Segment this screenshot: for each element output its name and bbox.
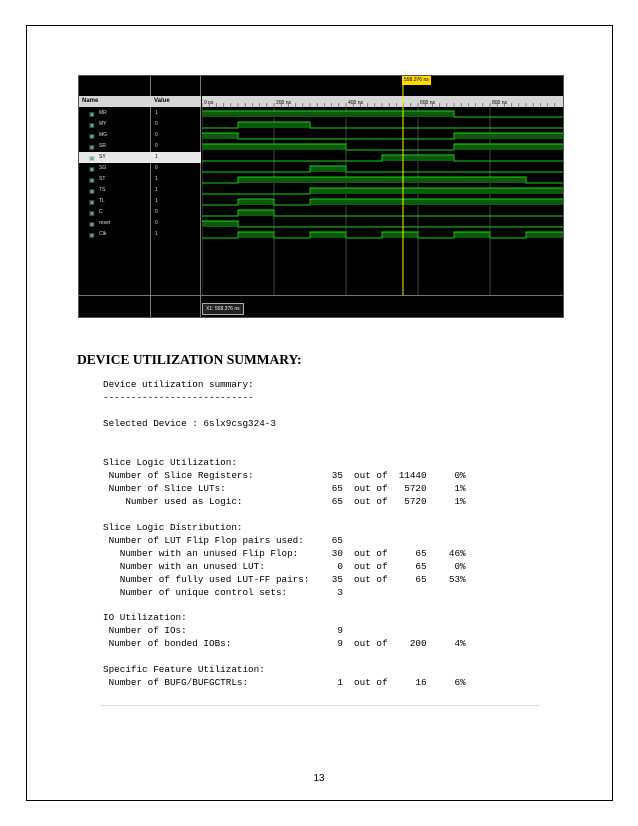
signal-row[interactable] [79,130,201,141]
time-tick-label: 600 ns [420,100,436,106]
signal-name: C [99,209,103,215]
time-ruler [202,96,564,107]
report-line: Number of bonded IOBs: 9 out of 200 4% [103,638,466,650]
value-column-header[interactable]: Value [151,96,201,107]
signal-high-fill [238,122,310,128]
signal-high-fill [202,133,238,139]
signal-high-fill [238,232,274,238]
signal-name: SY [99,154,106,160]
signal-row[interactable] [79,174,201,185]
report-line: Number of LUT Flip Flop pairs used: 65 [103,534,343,546]
signal-icon: ▣ [89,156,95,162]
signal-high-fill [310,232,346,238]
report-bottom-rule [100,705,540,706]
signal-row[interactable] [79,119,201,130]
signal-value: 1 [155,176,158,182]
signal-value: 1 [155,110,158,116]
signal-icon: ▣ [89,211,95,217]
cursor-time-badge[interactable]: 558.376 ns [404,77,429,83]
report-line: Number with an unused LUT: 0 out of 65 0% [103,560,466,572]
signal-high-fill [202,144,346,150]
signal-name: SG [99,165,107,171]
report-line: Selected Device : 6slx9csg324-3 [103,417,276,429]
time-tick-label: 200 ns [276,100,292,106]
signal-row[interactable] [79,163,201,174]
signal-name: MG [99,132,108,138]
signal-row[interactable] [79,141,201,152]
signal-row[interactable] [79,152,201,163]
signal-value: 1 [155,198,158,204]
cursor-readout: X1: 558.376 ns [202,303,244,315]
utilization-report [100,374,540,706]
signal-high-fill [202,111,310,117]
signal-icon: ▣ [89,189,95,195]
signal-high-fill [310,166,346,172]
signal-value: 0 [155,209,158,215]
signal-name: ST [99,176,106,182]
signal-high-fill [310,199,564,205]
report-line: Number of IOs: 9 [103,625,343,637]
report-line: IO Utilization: [103,612,187,624]
signal-name: reset [99,220,111,226]
signal-icon: ▣ [89,112,95,118]
signal-value: 1 [155,231,158,237]
signal-icon: ▣ [89,167,95,173]
signal-name: MR [99,110,107,116]
report-line: Number of Slice Registers: 35 out of 11440 0% [103,469,466,481]
signal-icon: ▣ [89,145,95,151]
report-line: Number of unique control sets: 3 [103,586,343,598]
signal-value: 0 [155,143,158,149]
signal-icon: ▣ [89,134,95,140]
signal-high-fill [310,188,564,194]
signal-high-fill [454,232,490,238]
signal-high-fill [454,144,564,150]
report-line: Device utilization summary: [103,379,254,390]
report-line: Number of fully used LUT-FF pairs: 35 out of 65 53% [103,573,466,585]
signal-high-fill [310,111,454,117]
page-number: 13 [313,773,325,784]
waveform-footer [79,295,563,296]
signal-icon: ▣ [89,123,95,129]
signal-value: 1 [155,187,158,193]
signal-high-fill [382,155,454,161]
signal-name: TL [99,198,105,204]
report-line: Slice Logic Utilization: [103,456,237,468]
signal-row[interactable] [79,185,201,196]
report-line: Number of BUFG/BUFGCTRLs: 1 out of 16 6% [103,677,466,689]
signal-value: 0 [155,132,158,138]
signal-high-fill [238,210,274,216]
signal-high-fill [238,177,526,183]
waveform-viewer [78,75,564,318]
report-line: Number of Slice LUTs: 65 out of 5720 1% [103,482,466,494]
signal-row[interactable] [79,196,201,207]
signal-high-fill [238,199,274,205]
signal-row[interactable] [79,108,201,119]
signal-high-fill [202,221,238,227]
report-line: Number with an unused Flip Flop: 30 out of 65 46% [103,547,466,559]
time-tick-label: 400 ns [348,100,364,106]
signal-high-fill [382,232,418,238]
signal-trace [202,166,564,172]
signal-icon: ▣ [89,200,95,206]
signal-value: 0 [155,220,158,226]
section-title: DEVICE UTILIZATION SUMMARY: [77,352,302,367]
signal-high-fill [454,133,564,139]
signal-value: 1 [155,154,158,160]
signal-name: SR [99,143,106,149]
report-line: --------------------------- [103,391,254,403]
signal-icon: ▣ [89,178,95,184]
name-column-header[interactable]: Name [79,96,151,107]
time-tick-label: 800 ns [492,100,508,106]
signal-name: MY [99,121,107,127]
report-line: Specific Feature Utilization: [103,664,265,676]
signal-row[interactable] [79,207,201,218]
signal-row[interactable] [79,218,201,229]
report-line: Number used as Logic: 65 out of 5720 1% [103,495,466,507]
signal-icon: ▣ [89,233,95,239]
signal-trace [202,221,564,227]
signal-icon: ▣ [89,222,95,228]
time-tick-label: 0 ns [204,100,214,106]
waveform-plot[interactable] [202,76,564,295]
signal-name: Clk [99,231,107,237]
report-line: Slice Logic Distribution: [103,521,243,533]
signal-name: TS [99,187,106,193]
signal-value: 0 [155,165,158,171]
signal-value: 0 [155,121,158,127]
signal-high-fill [526,232,564,238]
signal-row[interactable] [79,229,201,240]
